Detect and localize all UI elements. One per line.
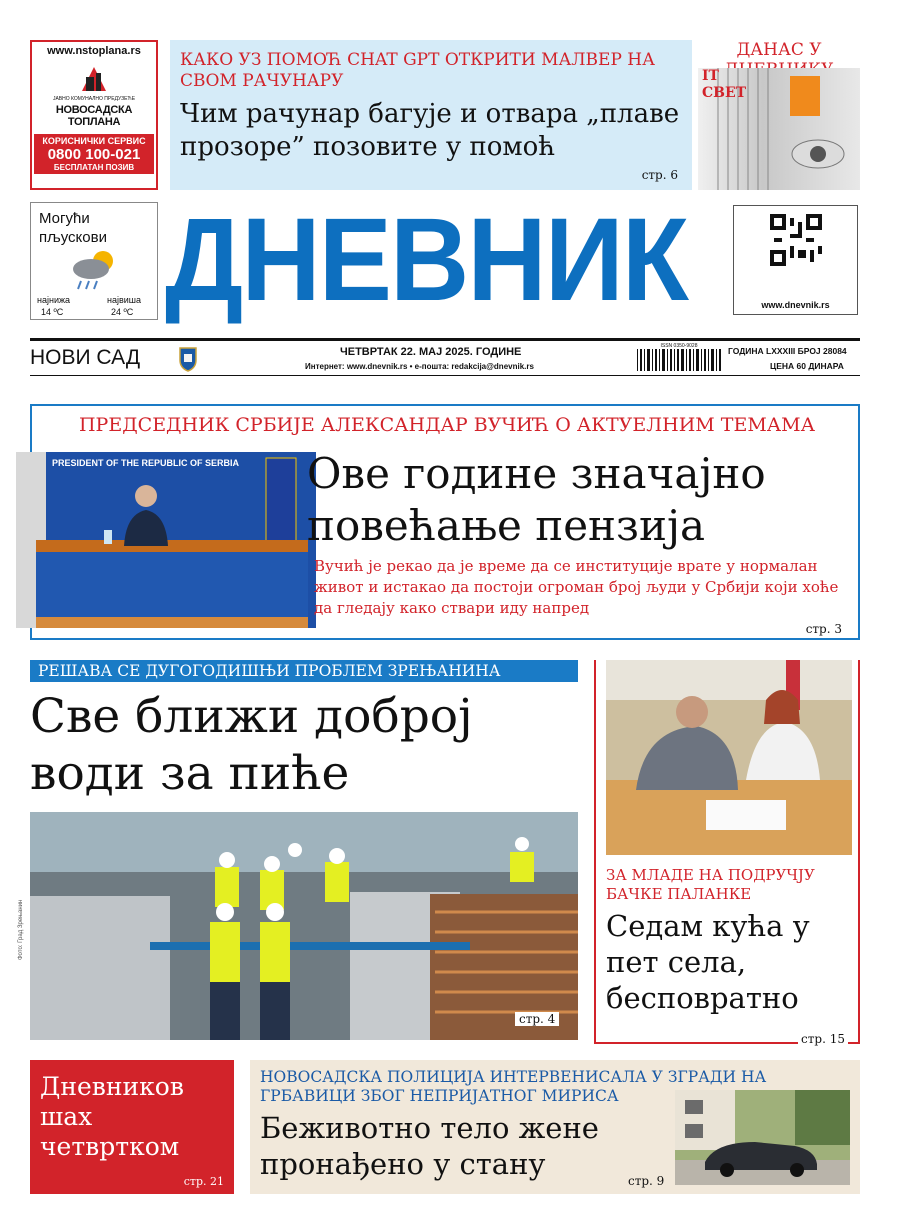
rain-cloud-icon (65, 247, 123, 296)
main-deck: Вучић је рекао да је време да се институције врате у нормалан живот и истакао да постоји огроман број људи у Србији који хоће да гледају како ствари иду напред (314, 557, 839, 617)
city-crest-icon (178, 346, 198, 377)
building-photo (675, 1090, 850, 1185)
masthead[interactable]: ДНЕВНИК (165, 194, 687, 326)
it-svet-label: IT СВЕТ (702, 68, 747, 101)
ad-free: БЕСПЛАТАН ПОЗИВ (53, 163, 135, 172)
barcode-icon (635, 343, 723, 373)
police-page: стр. 9 (628, 1174, 665, 1188)
price: ЦЕНА 60 ДИНАРА (770, 361, 844, 371)
qr-box[interactable] (733, 205, 858, 315)
police-story[interactable] (250, 1060, 860, 1194)
min-temp-value: 14 ºC (41, 307, 64, 317)
qr-url[interactable]: www.dnevnik.rs (761, 300, 830, 310)
side-story[interactable] (594, 660, 860, 1044)
city-name: НОВИ САД (30, 346, 141, 369)
date-strip (30, 338, 860, 376)
police-kicker: НОВОСАДСКА ПОЛИЦИЈА ИНТЕРВЕНИСАЛА У ЗГРАДИ НА ГРБАВИЦИ ЗБОГ НЕПРИЈАТНОГ МИРИСА (260, 1068, 767, 1105)
chess-box[interactable] (30, 1060, 234, 1194)
max-temp-label: највиша (107, 295, 142, 305)
it-svet-image (698, 68, 860, 190)
teaser-page: стр. 6 (641, 168, 678, 182)
main-headline[interactable]: Ове године значајно повећање пензија (307, 449, 766, 550)
min-temp-label: најнижа (37, 295, 70, 305)
ad-url[interactable]: www.nstoplana.rs (47, 45, 141, 57)
max-temp-value: 24 ºC (111, 307, 134, 317)
photo-credit: Фото: Град Зрењанин (18, 899, 24, 960)
main-kicker: ПРЕДСЕДНИК СРБИЈЕ АЛЕКСАНДАР ВУЧИЋ О АКТУЕЛНИМ ТЕМАМА (78, 414, 816, 436)
photo-caption: PRESIDENT OF THE REPUBLIC OF SERBIA (52, 458, 240, 468)
police-headline[interactable]: Беживотно тело жене пронађено у стану (260, 1111, 599, 1181)
water-headline[interactable]: Све ближи доброј води за пиће (30, 689, 473, 801)
signing-photo (606, 660, 852, 855)
issue-date: ЧЕТВРТАК 22. МАЈ 2025. ГОДИНЕ (340, 346, 522, 358)
side-page: стр. 15 (798, 1032, 848, 1046)
top-teaser[interactable] (170, 40, 692, 190)
side-kicker: ЗА МЛАДЕ НА ПОДРУЧЈУ БАЧКЕ ПАЛАНКЕ (606, 866, 815, 903)
side-headline[interactable]: Седам кућа у пет села, бесповратно (606, 909, 810, 1015)
water-page: стр. 4 (515, 1012, 559, 1026)
ad-small-text: ЈАВНО КОМУНАЛНО ПРЕДУЗЕЋЕ (52, 96, 136, 102)
ad-service: КОРИСНИЧКИ СЕРВИС (42, 136, 146, 146)
teaser-kicker: КАКО УЗ ПОМОЋ CHAT GPT ОТКРИТИ МАЛВЕР НА СВОМ РАЧУНАРУ (180, 50, 656, 91)
issn: ISSN 0350-9028 (660, 343, 698, 349)
water-kicker: РЕШАВА СЕ ДУГОГОДИШЊИ ПРОБЛЕМ ЗРЕЊАНИНА (30, 660, 578, 682)
today-title: ДАНАС У (736, 40, 822, 60)
main-story[interactable] (30, 404, 860, 640)
toplana-logo-icon (74, 63, 114, 93)
weather-condition: Могући пљускови (39, 210, 107, 246)
toplana-ad[interactable] (30, 40, 158, 190)
ad-service-box (34, 134, 154, 174)
water-plant-photo[interactable] (30, 812, 578, 1040)
year-issue: ГОДИНА LXXXIII БРОЈ 28084 (728, 346, 847, 356)
today-box[interactable] (698, 40, 860, 190)
weather-box (30, 202, 158, 320)
main-page: стр. 3 (805, 622, 842, 636)
chess-title[interactable]: Дневников шах четвртком (40, 1072, 184, 1161)
chess-page: стр. 21 (183, 1175, 224, 1188)
ad-phone: 0800 100-021 (47, 146, 141, 163)
teaser-headline[interactable]: Чим рачунар багује и отвара „плаве прозоре” позовите у помоћ (180, 99, 680, 162)
contact-line: Интернет: www.dnevnik.rs • е-пошта: redakcija@dnevnik.rs (305, 362, 534, 371)
qr-code-icon (770, 214, 822, 271)
ad-brand: НОВОСАДСКА ТОПЛАНА (55, 104, 133, 128)
vucic-photo (16, 452, 316, 628)
